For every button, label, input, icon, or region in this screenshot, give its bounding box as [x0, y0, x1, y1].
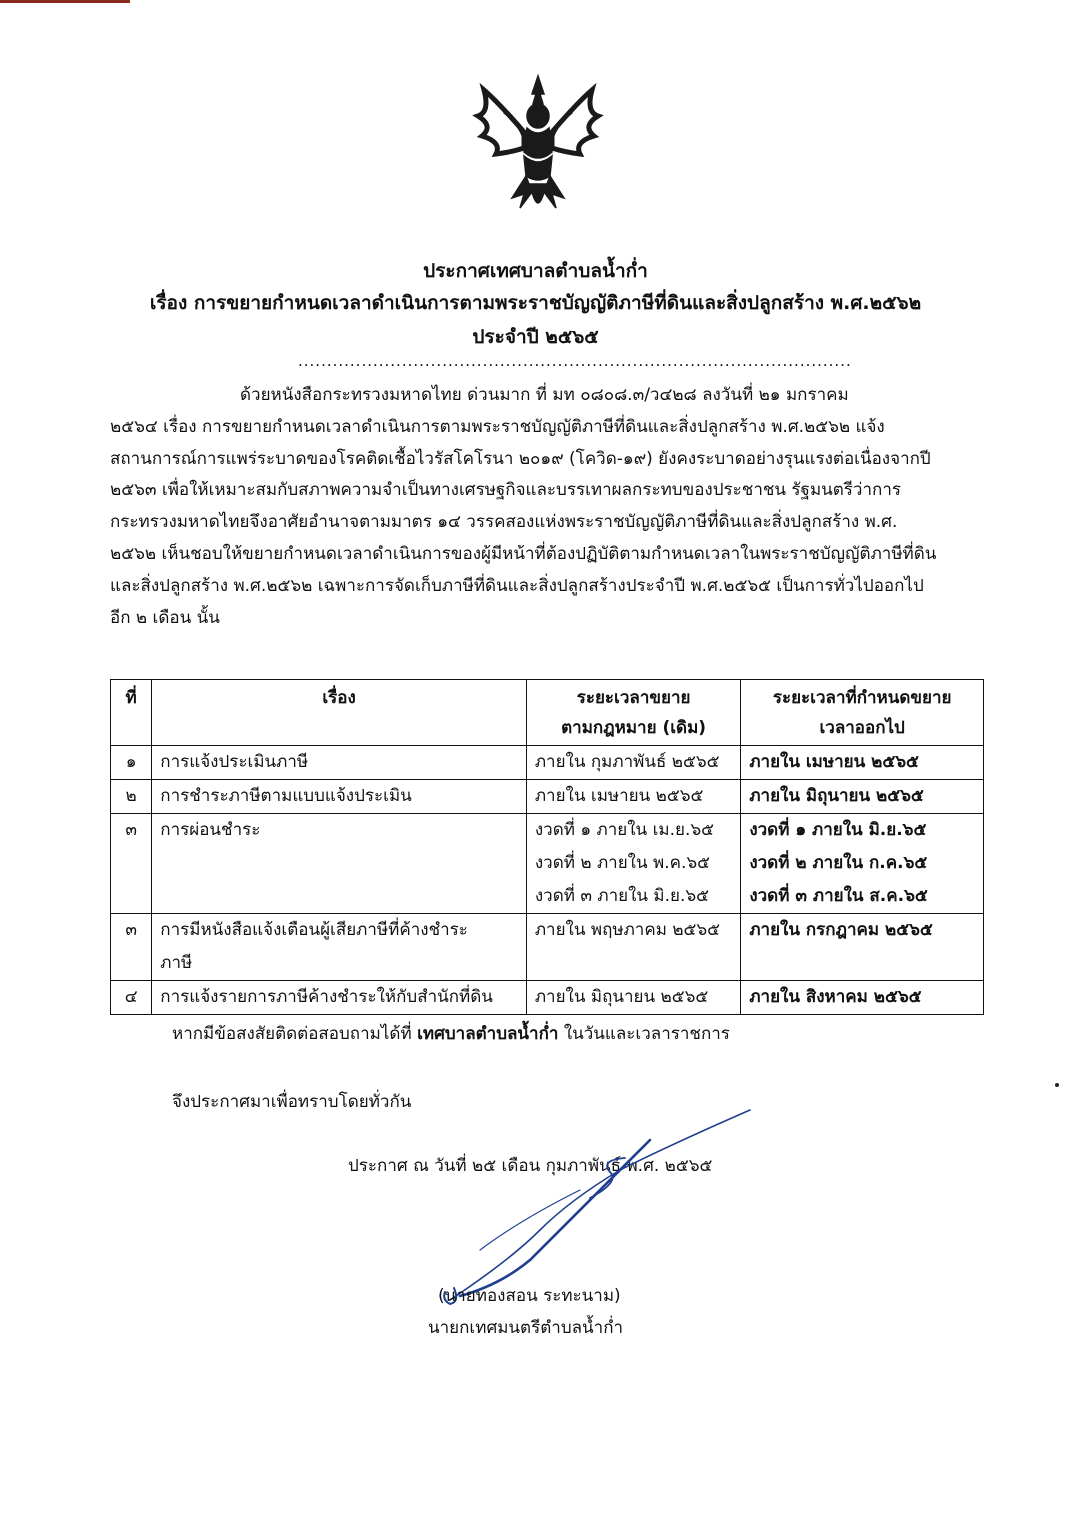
row-new-period: ภายใน กรกฎาคม ๒๕๖๕	[741, 914, 984, 981]
row-subject: การชำระภาษีตามแบบแจ้งประเมิน	[152, 780, 527, 814]
scan-edge-mark	[0, 0, 130, 3]
body-line: อีก ๒ เดือน นั้น	[110, 607, 220, 628]
body-line: ๒๕๖๒ เห็นชอบให้ขยายกำหนดเวลาดำเนินการของผู้มีหน้าที่ต้องปฏิบัติตามกำหนดเวลาในพระราชบัญญัติภาษีที่ดิน	[110, 543, 937, 564]
row-no: ๔	[111, 981, 152, 1015]
contact-note: หากมีข้อสงสัยติดต่อสอบถามได้ที่ เทศบาลตำบลน้ำก่ำ ในวันและเวลาราชการ	[172, 1024, 730, 1044]
header-old-period: ระยะเวลาขยาย ตามกฎหมาย (เดิม)	[526, 680, 740, 746]
body-line: ๒๕๖๓ เพื่อให้เหมาะสมกับสภาพความจำเป็นทางเศรษฐกิจและบรรเทาผลกระทบของประชาชน รัฐมนตรีว่าการ	[110, 480, 901, 501]
header-subject: เรื่อง	[152, 680, 527, 746]
row-new-period: ภายใน เมษายน ๒๕๖๕	[741, 746, 984, 780]
table-row	[111, 746, 984, 780]
row-old-period: ภายใน เมษายน ๒๕๖๕	[526, 780, 740, 814]
body-paragraph	[110, 380, 990, 634]
extension-table	[110, 679, 984, 1015]
signer-position: นายกเทศมนตรีตำบลน้ำก่ำ	[428, 1318, 624, 1338]
table-row	[111, 914, 984, 981]
announcement-year: ประจำปี ๒๕๖๕	[472, 326, 599, 348]
header-no: ที่	[111, 680, 152, 746]
row-old-period: งวดที่ ๑ ภายใน เม.ย.๖๕ งวดที่ ๒ ภายใน พ.ค.๖๕ งวดที่ ๓ ภายใน มิ.ย.๖๕	[526, 814, 740, 914]
body-line: ด้วยหนังสือกระทรวงมหาดไทย ด่วนมาก ที่ มท ๐๘๐๘.๓/ว๔๒๘ ลงวันที่ ๒๑ มกราคม	[240, 385, 849, 405]
body-line: กระทรวงมหาดไทยจึงอาศัยอำนาจตามมาตร ๑๔ วรรคสองแห่งพระราชบัญญัติภาษีที่ดินและสิ่งปลูกสร้าง พ.ศ.	[110, 512, 898, 533]
table-row	[111, 814, 984, 914]
row-no: ๒	[111, 780, 152, 814]
body-line: และสิ่งปลูกสร้าง พ.ศ.๒๕๖๒ เฉพาะการจัดเก็บภาษีที่ดินและสิ่งปลูกสร้างประจำปี พ.ศ.๒๕๖๕ เป็นการทั่วไปออกไป	[110, 575, 924, 596]
row-subject: การมีหนังสือแจ้งเตือนผู้เสียภาษีที่ค้างชำระ ภาษี	[152, 914, 527, 981]
header-new-period: ระยะเวลาที่กำหนดขยาย เวลาออกไป	[741, 680, 984, 746]
signer-name: (นายทองสอน ระทะนาม)	[438, 1286, 621, 1306]
handwritten-signature-icon	[420, 1100, 760, 1310]
separator-dots: ................................................................................................	[298, 352, 852, 370]
table-row	[111, 780, 984, 814]
table-header-row	[111, 680, 984, 746]
row-no: ๓	[111, 814, 152, 914]
row-no: ๑	[111, 746, 152, 780]
garuda-emblem-icon	[468, 72, 608, 222]
row-old-period: ภายใน พฤษภาคม ๒๕๖๕	[526, 914, 740, 981]
announcement-date: ประกาศ ณ วันที่ ๒๕ เดือน กุมภาพันธ์ พ.ศ. ๒๕๖๕	[348, 1156, 713, 1176]
table-row	[111, 981, 984, 1015]
row-old-period: ภายใน มิถุนายน ๒๕๖๕	[526, 981, 740, 1015]
row-subject: การแจ้งประเมินภาษี	[152, 746, 527, 780]
row-subject: การผ่อนชำระ	[152, 814, 527, 914]
announce-line: จึงประกาศมาเพื่อทราบโดยทั่วกัน	[172, 1092, 412, 1112]
contact-org: เทศบาลตำบลน้ำก่ำ	[417, 1024, 559, 1044]
body-line: ๒๕๖๔ เรื่อง การขยายกำหนดเวลาดำเนินการตามพระราชบัญญัติภาษีที่ดินและสิ่งปลูกสร้าง พ.ศ.๒๕๖๒ แจ้ง	[110, 416, 885, 437]
row-no: ๓	[111, 914, 152, 981]
row-new-period: ภายใน สิงหาคม ๒๕๖๕	[741, 981, 984, 1015]
row-subject: การแจ้งรายการภาษีค้างชำระให้กับสำนักที่ดิน	[152, 981, 527, 1015]
body-line: สถานการณ์การแพร่ระบาดของโรคติดเชื้อไวรัสโคโรนา ๒๐๑๙ (โควิด-๑๙) ยังคงระบาดอย่างรุนแรงต่อเนื่องจากปี	[110, 448, 931, 469]
announcement-org-title: ประกาศเทศบาลตำบลน้ำก่ำ	[423, 260, 648, 282]
row-new-period: ภายใน มิถุนายน ๒๕๖๕	[741, 780, 984, 814]
row-new-period: งวดที่ ๑ ภายใน มิ.ย.๖๕ งวดที่ ๒ ภายใน ก.ค.๖๕ งวดที่ ๓ ภายใน ส.ค.๖๕	[741, 814, 984, 914]
scan-speck	[1055, 1083, 1059, 1087]
row-old-period: ภายใน กุมภาพันธ์ ๒๕๖๕	[526, 746, 740, 780]
announcement-subject: เรื่อง การขยายกำหนดเวลาดำเนินการตามพระราชบัญญัติภาษีที่ดินและสิ่งปลูกสร้าง พ.ศ.๒๕๖๒	[149, 292, 922, 314]
